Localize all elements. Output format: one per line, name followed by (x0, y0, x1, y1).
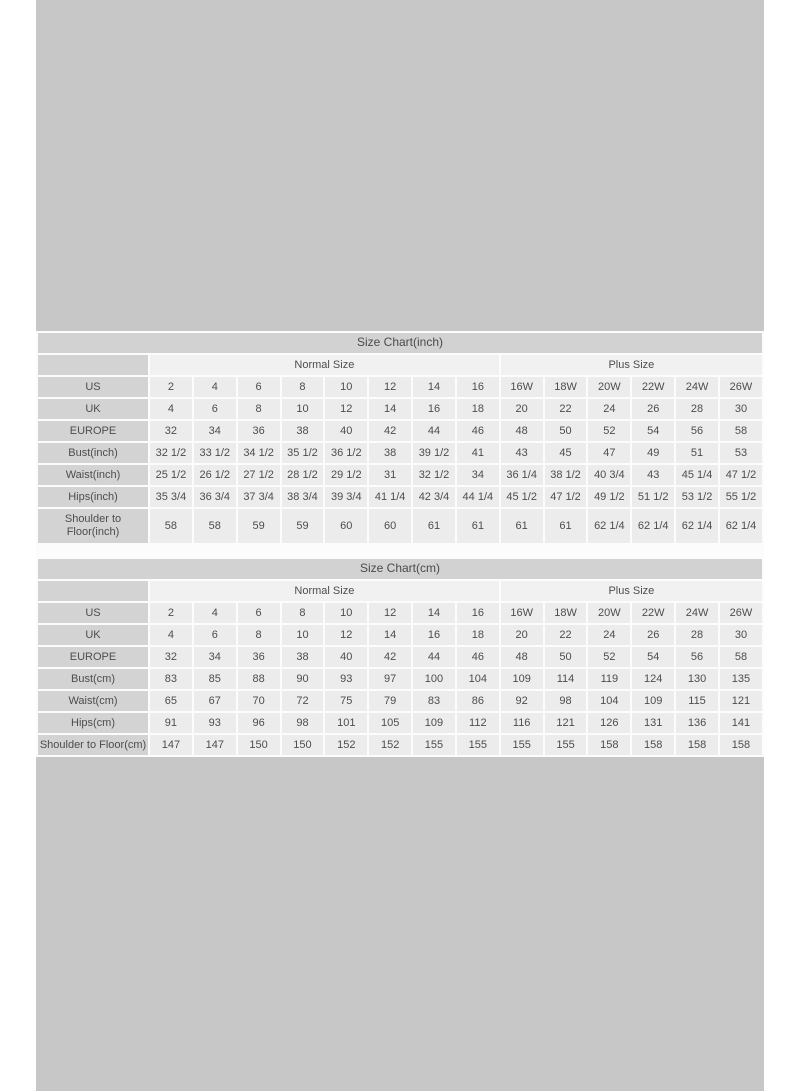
size-value-cell: 158 (588, 735, 630, 755)
size-value-cell: 51 (676, 443, 718, 463)
size-value-cell: 119 (588, 669, 630, 689)
size-value-cell: 38 (369, 443, 411, 463)
size-value-cell: 26 (632, 399, 674, 419)
size-value-cell: 155 (501, 735, 543, 755)
size-value-cell: 38 (282, 421, 324, 441)
row-label-cell: Hips(cm) (38, 713, 148, 733)
size-value-cell: 62 1/4 (588, 509, 630, 543)
size-value-cell: 39 3/4 (325, 487, 367, 507)
size-value-cell: 16 (457, 603, 499, 623)
size-value-cell: 147 (194, 735, 236, 755)
size-value-cell: 30 (720, 625, 762, 645)
size-value-cell: 32 (150, 421, 192, 441)
table-row (38, 487, 762, 507)
size-value-cell: 59 (238, 509, 280, 543)
size-value-cell: 50 (545, 647, 587, 667)
size-value-cell: 48 (501, 647, 543, 667)
size-value-cell: 47 (588, 443, 630, 463)
size-value-cell: 155 (413, 735, 455, 755)
size-value-cell: 12 (325, 625, 367, 645)
size-value-cell: 121 (720, 691, 762, 711)
size-value-cell: 38 1/2 (545, 465, 587, 485)
table-row (38, 509, 762, 543)
size-value-cell: 124 (632, 669, 674, 689)
size-value-cell: 40 3/4 (588, 465, 630, 485)
table-row (38, 603, 762, 623)
size-value-cell: 59 (282, 509, 324, 543)
size-value-cell: 93 (325, 669, 367, 689)
size-value-cell: 16W (501, 603, 543, 623)
size-value-cell: 42 (369, 647, 411, 667)
size-value-cell: 40 (325, 647, 367, 667)
size-value-cell: 104 (588, 691, 630, 711)
size-value-cell: 109 (413, 713, 455, 733)
size-value-cell: 16W (501, 377, 543, 397)
size-value-cell: 47 1/2 (545, 487, 587, 507)
size-value-cell: 20 (501, 399, 543, 419)
size-value-cell: 6 (194, 399, 236, 419)
table-row (38, 647, 762, 667)
size-value-cell: 36 (238, 421, 280, 441)
size-value-cell: 83 (150, 669, 192, 689)
size-value-cell: 54 (632, 421, 674, 441)
size-value-cell: 152 (325, 735, 367, 755)
size-value-cell: 18W (545, 377, 587, 397)
size-value-cell: 8 (282, 377, 324, 397)
size-value-cell: 29 1/2 (325, 465, 367, 485)
size-value-cell: 85 (194, 669, 236, 689)
size-value-cell: 8 (282, 603, 324, 623)
size-value-cell: 86 (457, 691, 499, 711)
size-value-cell: 33 1/2 (194, 443, 236, 463)
size-value-cell: 65 (150, 691, 192, 711)
size-value-cell: 24 (588, 399, 630, 419)
group-header-row (38, 581, 762, 601)
size-value-cell: 150 (238, 735, 280, 755)
size-value-cell: 47 1/2 (720, 465, 762, 485)
table-row (38, 713, 762, 733)
table-title-row (38, 559, 762, 579)
size-value-cell: 14 (413, 603, 455, 623)
size-value-cell: 109 (632, 691, 674, 711)
size-value-cell: 101 (325, 713, 367, 733)
table-row (38, 421, 762, 441)
size-value-cell: 14 (369, 625, 411, 645)
size-value-cell: 36 (238, 647, 280, 667)
size-value-cell: 28 (676, 399, 718, 419)
size-value-cell: 121 (545, 713, 587, 733)
size-value-cell: 34 (194, 647, 236, 667)
size-value-cell: 34 1/2 (238, 443, 280, 463)
size-value-cell: 45 1/2 (501, 487, 543, 507)
size-value-cell: 42 (369, 421, 411, 441)
row-label-cell: EUROPE (38, 647, 148, 667)
corner-cell (38, 355, 148, 375)
row-label-cell: US (38, 377, 148, 397)
size-value-cell: 62 1/4 (676, 509, 718, 543)
size-value-cell: 41 1/4 (369, 487, 411, 507)
size-chart-cm-table (36, 557, 764, 757)
size-value-cell: 56 (676, 647, 718, 667)
size-value-cell: 35 3/4 (150, 487, 192, 507)
size-value-cell: 4 (150, 625, 192, 645)
size-value-cell: 58 (194, 509, 236, 543)
size-chart-inch-table (36, 331, 764, 545)
size-value-cell: 8 (238, 399, 280, 419)
size-value-cell: 22W (632, 377, 674, 397)
size-value-cell: 58 (150, 509, 192, 543)
size-value-cell: 105 (369, 713, 411, 733)
size-value-cell: 4 (194, 603, 236, 623)
size-value-cell: 42 3/4 (413, 487, 455, 507)
size-value-cell: 136 (676, 713, 718, 733)
table-title-row (38, 333, 762, 353)
size-value-cell: 18W (545, 603, 587, 623)
size-value-cell: 50 (545, 421, 587, 441)
size-value-cell: 135 (720, 669, 762, 689)
corner-cell (38, 581, 148, 601)
row-label-cell: Bust(inch) (38, 443, 148, 463)
size-value-cell: 58 (720, 421, 762, 441)
size-value-cell: 44 (413, 421, 455, 441)
size-value-cell: 12 (325, 399, 367, 419)
table-row (38, 399, 762, 419)
size-value-cell: 22W (632, 603, 674, 623)
size-value-cell: 38 3/4 (282, 487, 324, 507)
size-value-cell: 126 (588, 713, 630, 733)
size-value-cell: 28 1/2 (282, 465, 324, 485)
size-value-cell: 158 (632, 735, 674, 755)
size-value-cell: 12 (369, 603, 411, 623)
size-value-cell: 131 (632, 713, 674, 733)
size-value-cell: 116 (501, 713, 543, 733)
size-value-cell: 93 (194, 713, 236, 733)
size-value-cell: 34 (194, 421, 236, 441)
size-value-cell: 98 (282, 713, 324, 733)
size-value-cell: 60 (369, 509, 411, 543)
size-value-cell: 114 (545, 669, 587, 689)
size-value-cell: 16 (413, 399, 455, 419)
size-value-cell: 158 (720, 735, 762, 755)
size-value-cell: 44 1/4 (457, 487, 499, 507)
size-value-cell: 88 (238, 669, 280, 689)
size-value-cell: 35 1/2 (282, 443, 324, 463)
size-value-cell: 67 (194, 691, 236, 711)
row-label-cell: Bust(cm) (38, 669, 148, 689)
size-value-cell: 45 1/4 (676, 465, 718, 485)
table-row (38, 625, 762, 645)
size-value-cell: 20 (501, 625, 543, 645)
size-value-cell: 90 (282, 669, 324, 689)
row-label-cell: Shoulder to Floor(cm) (38, 735, 148, 755)
size-value-cell: 152 (369, 735, 411, 755)
size-value-cell: 43 (632, 465, 674, 485)
size-value-cell: 92 (501, 691, 543, 711)
size-value-cell: 61 (413, 509, 455, 543)
size-value-cell: 4 (194, 377, 236, 397)
size-value-cell: 115 (676, 691, 718, 711)
size-value-cell: 34 (457, 465, 499, 485)
size-value-cell: 18 (457, 399, 499, 419)
size-value-cell: 26W (720, 603, 762, 623)
size-value-cell: 31 (369, 465, 411, 485)
table-row (38, 691, 762, 711)
size-value-cell: 32 (150, 647, 192, 667)
size-value-cell: 70 (238, 691, 280, 711)
row-label-cell: UK (38, 399, 148, 419)
row-label-cell: Waist(inch) (38, 465, 148, 485)
size-value-cell: 6 (238, 377, 280, 397)
size-value-cell: 100 (413, 669, 455, 689)
row-label-cell: Waist(cm) (38, 691, 148, 711)
size-value-cell: 75 (325, 691, 367, 711)
size-value-cell: 32 1/2 (150, 443, 192, 463)
size-chart-image (36, 0, 764, 1091)
size-value-cell: 14 (369, 399, 411, 419)
size-value-cell: 4 (150, 399, 192, 419)
size-value-cell: 83 (413, 691, 455, 711)
size-value-cell: 150 (282, 735, 324, 755)
size-value-cell: 60 (325, 509, 367, 543)
size-value-cell: 10 (325, 603, 367, 623)
size-value-cell: 8 (238, 625, 280, 645)
size-value-cell: 52 (588, 421, 630, 441)
size-value-cell: 53 (720, 443, 762, 463)
table-row (38, 735, 762, 755)
size-value-cell: 61 (501, 509, 543, 543)
size-value-cell: 104 (457, 669, 499, 689)
size-value-cell: 91 (150, 713, 192, 733)
size-value-cell: 48 (501, 421, 543, 441)
size-value-cell: 45 (545, 443, 587, 463)
size-value-cell: 36 1/4 (501, 465, 543, 485)
group-header-cell: Normal Size (150, 581, 499, 601)
group-header-cell: Plus Size (501, 355, 762, 375)
size-value-cell: 26 1/2 (194, 465, 236, 485)
size-value-cell: 14 (413, 377, 455, 397)
size-tables-container (36, 331, 764, 757)
size-value-cell: 155 (457, 735, 499, 755)
size-value-cell: 36 1/2 (325, 443, 367, 463)
table-row (38, 377, 762, 397)
row-label-cell: Hips(inch) (38, 487, 148, 507)
table-row (38, 443, 762, 463)
size-value-cell: 16 (457, 377, 499, 397)
size-value-cell: 27 1/2 (238, 465, 280, 485)
size-value-cell: 24W (676, 377, 718, 397)
size-value-cell: 25 1/2 (150, 465, 192, 485)
size-value-cell: 53 1/2 (676, 487, 718, 507)
size-value-cell: 40 (325, 421, 367, 441)
size-value-cell: 36 3/4 (194, 487, 236, 507)
size-value-cell: 24 (588, 625, 630, 645)
size-value-cell: 112 (457, 713, 499, 733)
table-gap (36, 545, 764, 557)
size-value-cell: 46 (457, 647, 499, 667)
group-header-row (38, 355, 762, 375)
size-value-cell: 6 (194, 625, 236, 645)
size-value-cell: 39 1/2 (413, 443, 455, 463)
size-value-cell: 58 (720, 647, 762, 667)
size-value-cell: 12 (369, 377, 411, 397)
size-value-cell: 49 (632, 443, 674, 463)
table-title: Size Chart(cm) (38, 559, 762, 579)
size-value-cell: 10 (282, 399, 324, 419)
size-value-cell: 20W (588, 377, 630, 397)
size-value-cell: 10 (325, 377, 367, 397)
size-value-cell: 16 (413, 625, 455, 645)
size-value-cell: 79 (369, 691, 411, 711)
size-value-cell: 10 (282, 625, 324, 645)
size-value-cell: 26W (720, 377, 762, 397)
group-header-cell: Plus Size (501, 581, 762, 601)
row-label-cell: UK (38, 625, 148, 645)
table-row (38, 465, 762, 485)
size-value-cell: 18 (457, 625, 499, 645)
size-value-cell: 32 1/2 (413, 465, 455, 485)
size-value-cell: 130 (676, 669, 718, 689)
size-value-cell: 2 (150, 603, 192, 623)
size-value-cell: 72 (282, 691, 324, 711)
size-value-cell: 2 (150, 377, 192, 397)
size-value-cell: 26 (632, 625, 674, 645)
size-value-cell: 61 (457, 509, 499, 543)
size-value-cell: 44 (413, 647, 455, 667)
size-value-cell: 30 (720, 399, 762, 419)
size-value-cell: 28 (676, 625, 718, 645)
size-value-cell: 158 (676, 735, 718, 755)
size-value-cell: 51 1/2 (632, 487, 674, 507)
size-value-cell: 55 1/2 (720, 487, 762, 507)
size-value-cell: 97 (369, 669, 411, 689)
size-value-cell: 22 (545, 399, 587, 419)
size-value-cell: 141 (720, 713, 762, 733)
row-label-cell: US (38, 603, 148, 623)
size-value-cell: 46 (457, 421, 499, 441)
size-value-cell: 37 3/4 (238, 487, 280, 507)
size-value-cell: 22 (545, 625, 587, 645)
size-value-cell: 41 (457, 443, 499, 463)
size-value-cell: 54 (632, 647, 674, 667)
table-title: Size Chart(inch) (38, 333, 762, 353)
size-value-cell: 147 (150, 735, 192, 755)
group-header-cell: Normal Size (150, 355, 499, 375)
size-value-cell: 62 1/4 (632, 509, 674, 543)
size-value-cell: 49 1/2 (588, 487, 630, 507)
size-value-cell: 61 (545, 509, 587, 543)
size-value-cell: 109 (501, 669, 543, 689)
size-value-cell: 56 (676, 421, 718, 441)
size-value-cell: 98 (545, 691, 587, 711)
size-value-cell: 24W (676, 603, 718, 623)
size-value-cell: 155 (545, 735, 587, 755)
size-value-cell: 6 (238, 603, 280, 623)
row-label-cell: Shoulder to Floor(inch) (38, 509, 148, 543)
row-label-cell: EUROPE (38, 421, 148, 441)
size-value-cell: 62 1/4 (720, 509, 762, 543)
size-value-cell: 52 (588, 647, 630, 667)
size-value-cell: 96 (238, 713, 280, 733)
size-value-cell: 43 (501, 443, 543, 463)
size-value-cell: 38 (282, 647, 324, 667)
table-row (38, 669, 762, 689)
size-value-cell: 20W (588, 603, 630, 623)
